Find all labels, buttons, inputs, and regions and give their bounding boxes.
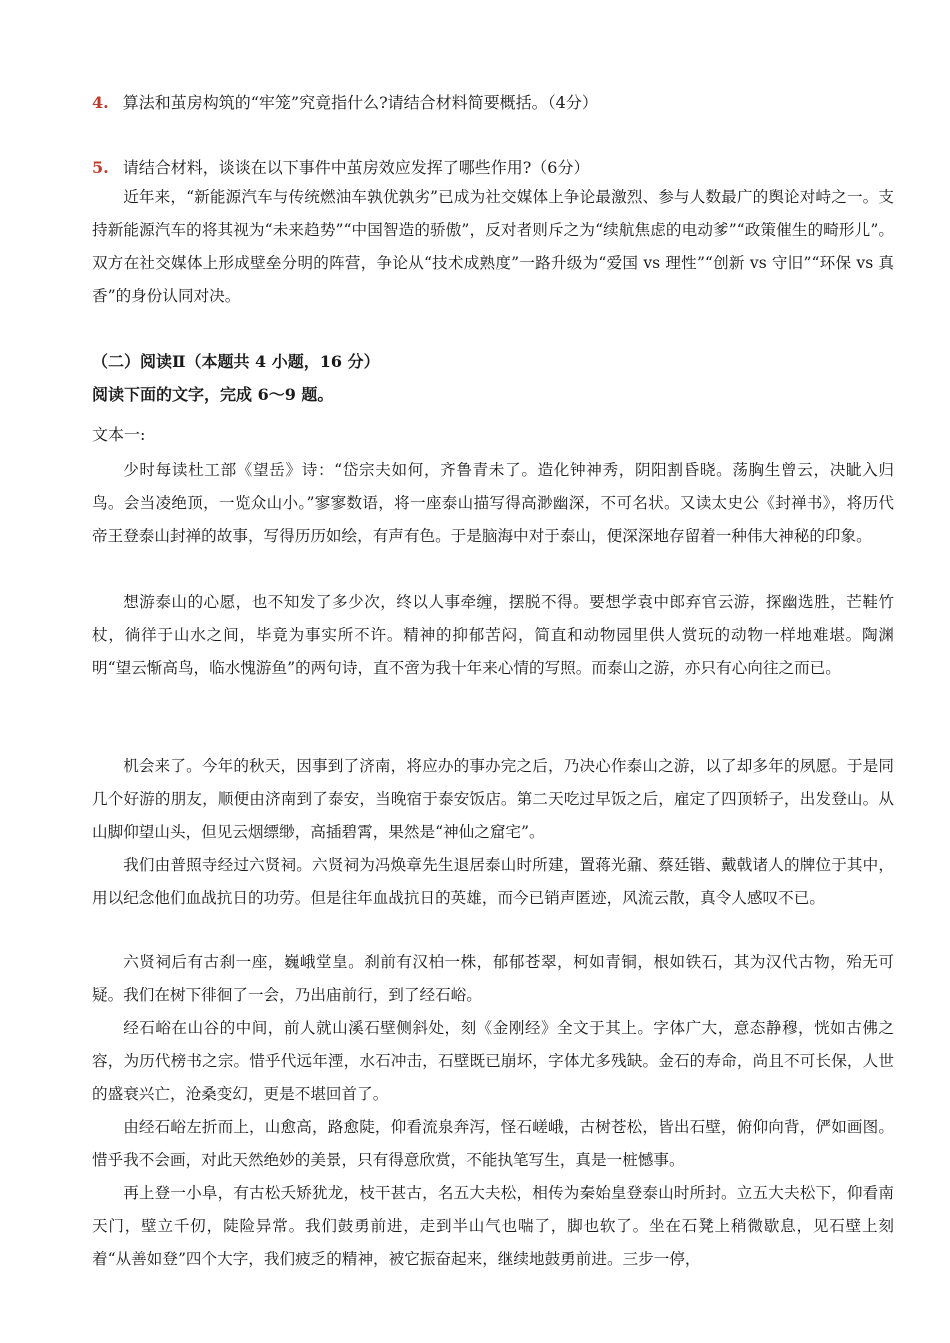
passage-paragraph-4: 我们由普照寺经过六贤祠。六贤祠为冯焕章先生退居泰山时所建，置蒋光鼐、蔡廷锴、戴戟诸人的牌位于其中，用以纪念他们血战抗日的功劳。但是往年血战抗日的英雄，而今已销声匿迹，风流云散，真令人感叹不已。 <box>92 856 894 907</box>
passage-paragraph-2: 想游泰山的心愿，也不知发了多少次，终以人事牵缠，摆脱不得。要想学袁中郎弃官云游，探幽选胜，芒鞋竹杖，徜徉于山水之间，毕竟为事实所不许。精神的抑郁苦闷，简直和动物园里供人赏玩的动物一样地难堪。陶渊明“望云惭高鸟，临水愧游鱼”的两句诗，直不啻为我十年来心情的写照。而泰山之游，亦只有心向往之而已。 <box>92 593 894 677</box>
question-5-number: 5. <box>92 158 109 177</box>
passage-paragraph-8: 再上登一小阜，有古松夭矫犹龙，枝干甚古，名五大夫松，相传为秦始皇登泰山时所封。立五大夫松下，仰看南天门，壁立千仞，陡险异常。我们鼓勇前进，走到半山气也喘了，脚也软了。坐在石凳上稍微歇息，见石壁上刻着“从善如登”四个大字，我们疲乏的精神，被它振奋起来，继续地鼓勇前进。三步一停， <box>92 1184 894 1268</box>
passage-paragraph-6: 经石峪在山谷的中间，前人就山溪石壁侧斜处，刻《金刚经》全文于其上。字体广大，意态静穆，恍如古佛之容，为历代榜书之宗。惜乎代远年湮，水石冲击，石壁既已崩坏，字体尤多残缺。金石的寿命，尚且不可长保，人世的盛衰兴亡，沧桑变幻，更是不堪回首了。 <box>92 1019 894 1103</box>
passage-paragraph-3: 机会来了。今年的秋天，因事到了济南，将应办的事办完之后，乃决心作泰山之游，以了却多年的夙愿。于是同几个好游的朋友，顺便由济南到了泰安，当晚宿于泰安饭店。第二天吃过早饭之后，雇定了四顶轿子，出发登山。从山脚仰望山头，但见云烟缥缈，高插碧霄，果然是“神仙之窟宅”。 <box>92 757 894 841</box>
text-one-label: 文本一: <box>92 425 146 444</box>
question-4-number: 4. <box>92 93 109 112</box>
question-4-text: 算法和茧房构筑的“牢笼”究竟指什么?请结合材料简要概括。（4分） <box>122 93 598 112</box>
question-4 <box>92 92 598 114</box>
passage-paragraph-7: 由经石峪左折而上，山愈高，路愈陡，仰看流泉奔泻，怪石嵯峨，古树苍松，皆出石壁，俯仰向背，俨如画图。惜乎我不会画，对此天然绝妙的美景，只有得意欣赏，不能执笔写生，真是一桩憾事。 <box>92 1118 894 1169</box>
passage-paragraph-1: 少时每读杜工部《望岳》诗：“岱宗夫如何，齐鲁青未了。造化钟神秀，阴阳割昏晓。荡胸生曾云，决眦入归鸟。会当凌绝顶，一览众山小。”寥寥数语，将一座泰山描写得高渺幽深，不可名状。又读太史公《封禅书》，将历代帝王登泰山封禅的故事，写得历历如绘，有声有色。于是脑海中对于泰山，便深深地存留着一种伟大神秘的印象。 <box>92 461 894 545</box>
question-5-text: 请结合材料，谈谈在以下事件中茧房效应发挥了哪些作用?（6分） <box>122 158 590 177</box>
question-5-material: 近年来，“新能源汽车与传统燃油车孰优孰劣”已成为社交媒体上争论最激烈、参与人数最广的舆论对峙之一。支持新能源汽车的将其视为“未来趋势”“中国智造的骄傲”，反对者则斥之为“续航焦虑的电动爹”“政策催生的畸形儿”。双方在社交媒体上形成壁垒分明的阵营，争论从“技术成熟度”一路升级为“爱国 vs 理性”“创新 vs 守旧”“环保 vs 真香”的身份认同对决。 <box>92 188 894 305</box>
question-5 <box>92 157 589 179</box>
section-instruction: 阅读下面的文字，完成 6～9 题。 <box>92 385 334 404</box>
section-heading: （二）阅读Ⅱ（本题共 4 小题，16 分） <box>92 352 380 371</box>
passage-paragraph-5: 六贤祠后有古刹一座，巍峨堂皇。刹前有汉柏一株，郁郁苍翠，柯如青铜，根如铁石，其为汉代古物，殆无可疑。我们在树下徘徊了一会，乃出庙前行，到了经石峪。 <box>92 953 894 1004</box>
